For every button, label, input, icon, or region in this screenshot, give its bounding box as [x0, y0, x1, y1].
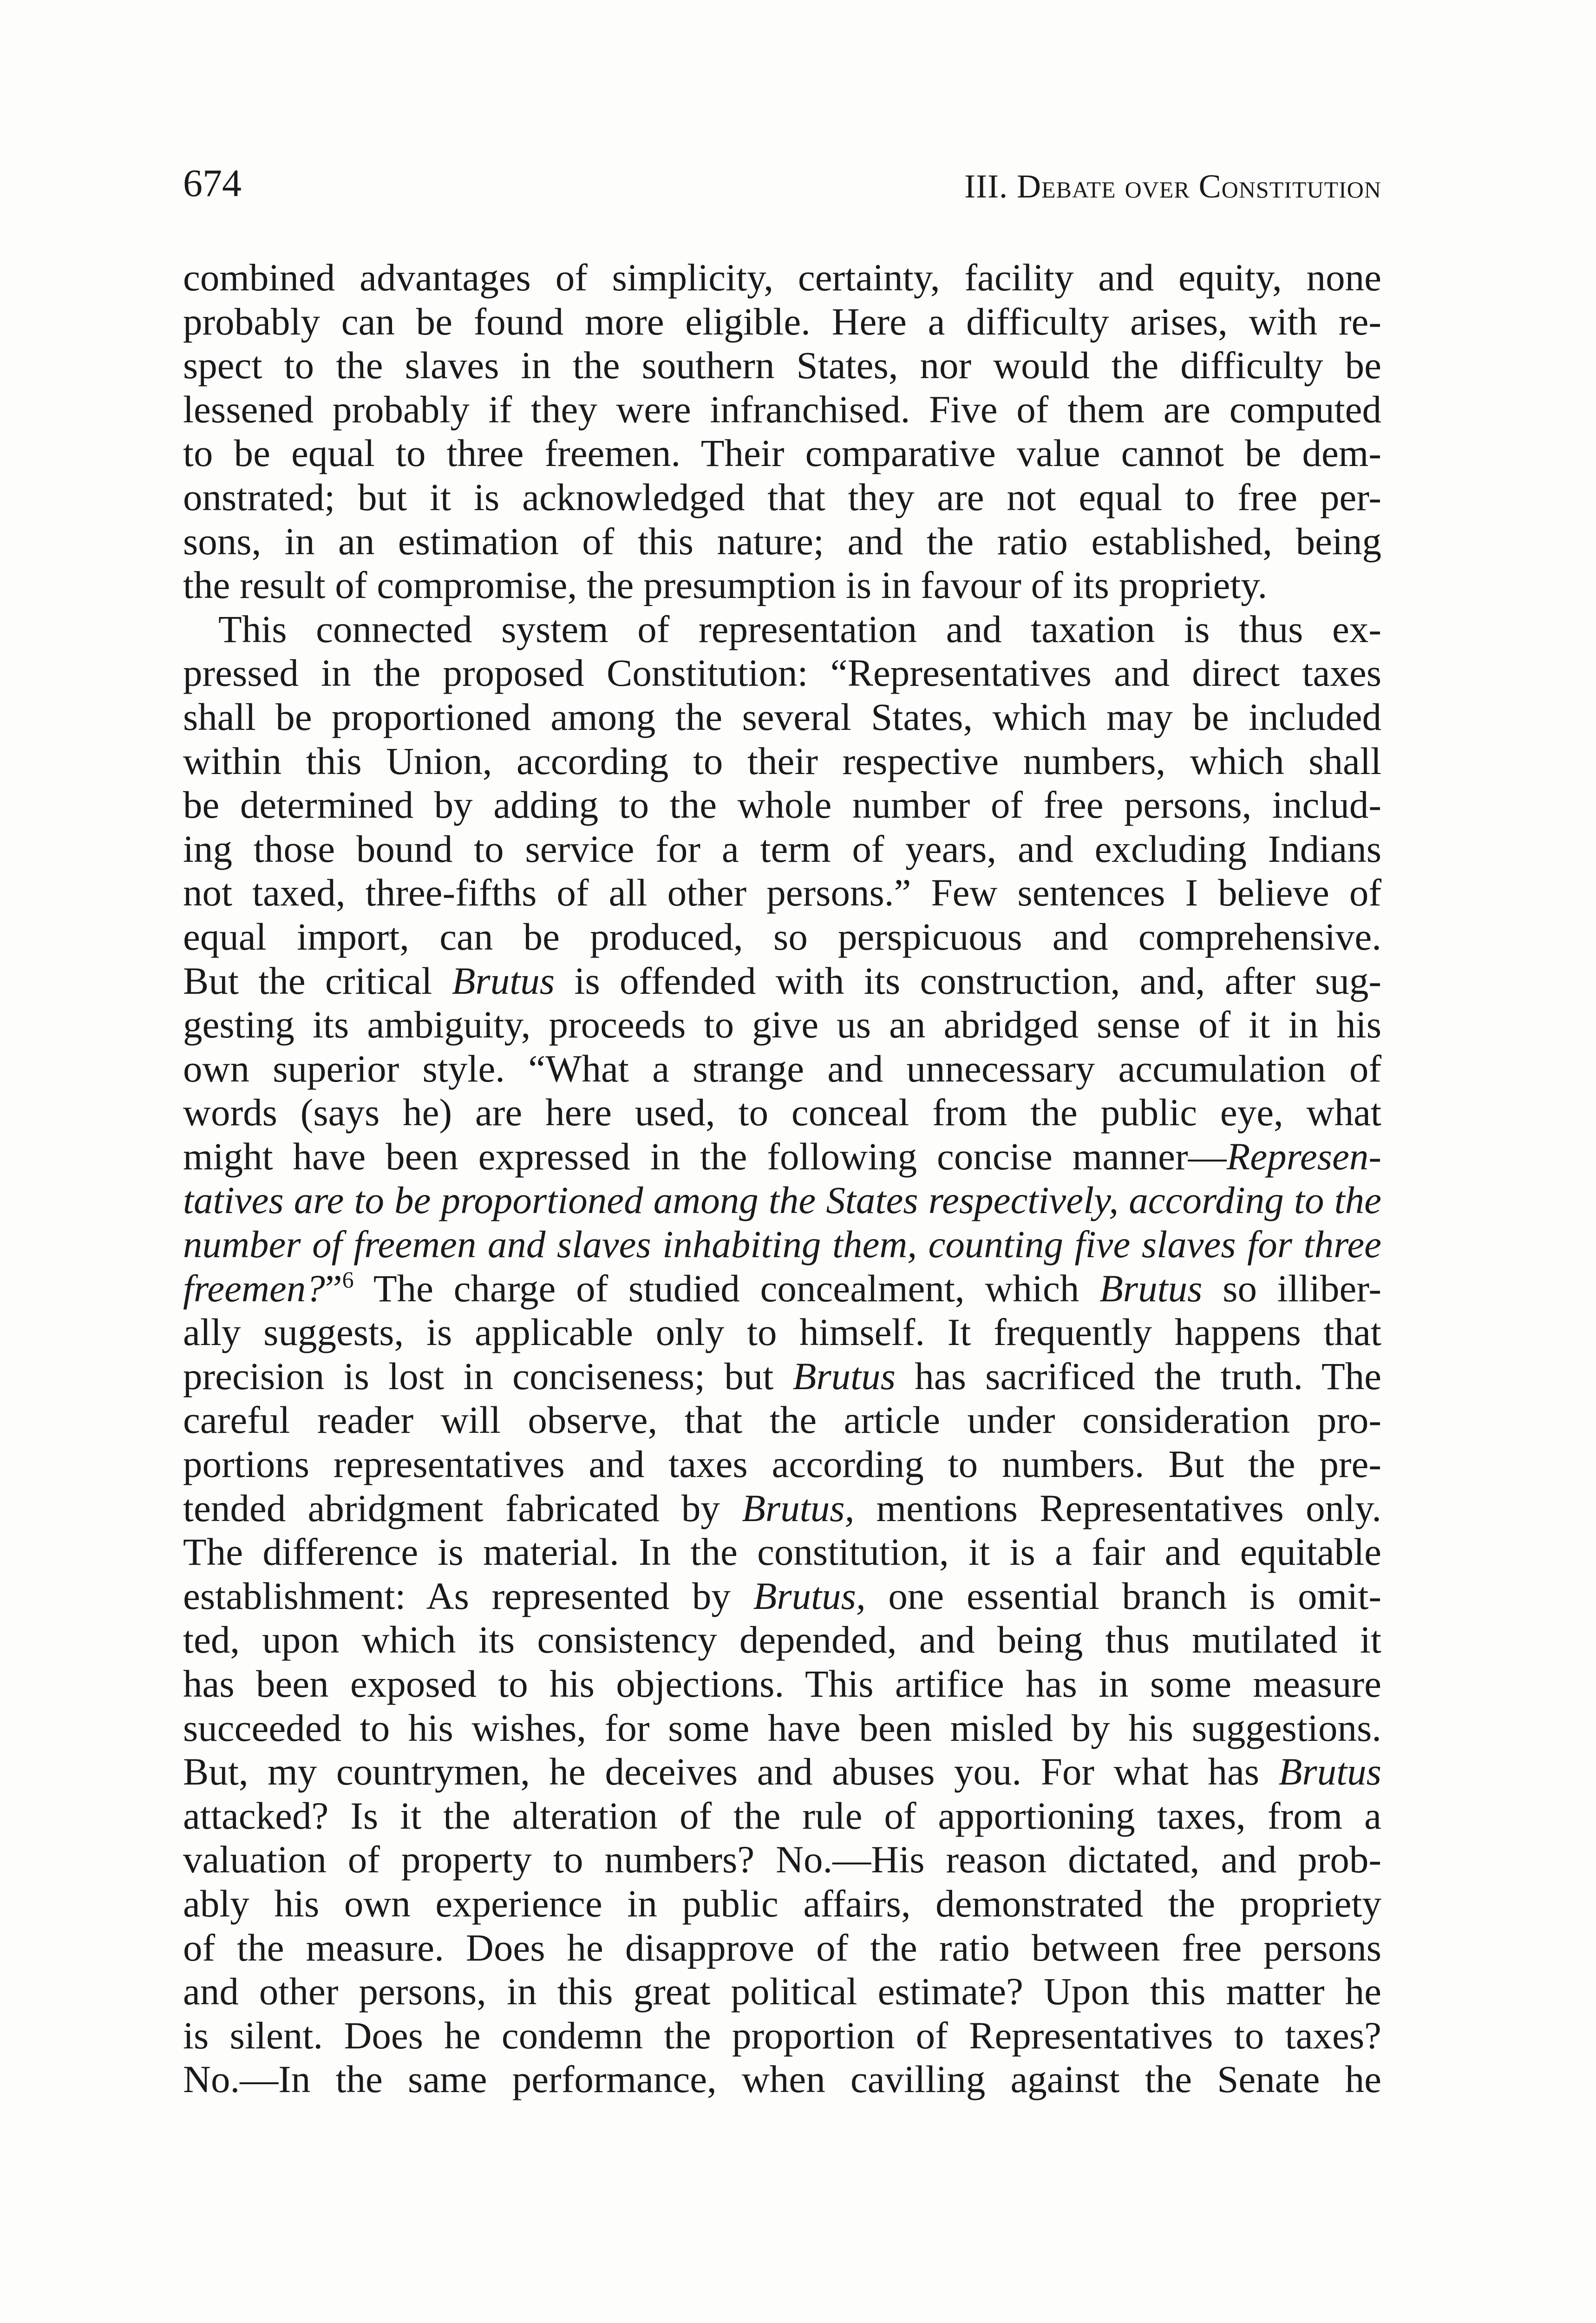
text-line: [183, 1574, 1381, 1618]
text-line: own superior style. “What a strange and unnecessary accumulation of: [183, 1047, 1381, 1090]
text-span: Brutus: [1099, 1266, 1203, 1310]
text-line: [183, 1266, 1381, 1311]
text-line: portions representatives and taxes according to numbers. But the pre-: [183, 1443, 1381, 1486]
text-span: one essential branch is omit-: [865, 1574, 1381, 1617]
running-title: III. Debate over Constitution: [964, 168, 1381, 205]
text-line: attacked? Is it the alteration of the rule of apportioning taxes, from a: [183, 1794, 1381, 1837]
text-line: is silent. Does he condemn the proportion of Representatives to taxes?: [183, 2014, 1381, 2057]
text-line: careful reader will observe, that the article under consideration pro-: [183, 1398, 1381, 1442]
text-line: [183, 1750, 1381, 1794]
text-span: tended abridgment fabricated by: [183, 1486, 742, 1529]
text-line: within this Union, according to their respective numbers, which shall: [183, 739, 1381, 782]
text-line: ably his own experience in public affairs, demonstrated the propriety: [183, 1882, 1381, 1925]
text-span: precision is lost in conciseness; but: [183, 1354, 793, 1398]
text-line: This connected system of representation and taxation is thus ex-: [218, 607, 1381, 650]
text-span: But the critical: [183, 959, 452, 1002]
text-line: be determined by adding to the whole number of free persons, includ-: [183, 783, 1381, 827]
text-line: not taxed, three-fifths of all other persons.” Few sentences I believe of: [183, 871, 1381, 914]
text-span: freemen?: [183, 1266, 325, 1310]
text-span: Represen-: [1226, 1135, 1381, 1178]
text-span: so illiber-: [1202, 1266, 1381, 1310]
text-line: and other persons, in this great political estimate? Upon this matter he: [183, 1970, 1381, 2013]
text-line: [183, 1486, 1381, 1530]
text-line: spect to the slaves in the southern States, nor would the difficulty be: [183, 344, 1381, 387]
text-line: lessened probably if they were infranchised. Five of them are computed: [183, 387, 1381, 431]
text-line: has been exposed to his objections. This artifice has in some measure: [183, 1662, 1381, 1705]
text-line: probably can be found more eligible. Here a difficulty arises, with re-: [183, 300, 1381, 343]
text-line: valuation of property to numbers? No.—His reason dictated, and prob-: [183, 1838, 1381, 1881]
text-line: sons, in an estimation of this nature; and the ratio established, being: [183, 519, 1381, 563]
footnote-ref: 6: [342, 1266, 354, 1293]
text-span: Brutus: [451, 959, 555, 1002]
text-line: to be equal to three freemen. Their comparative value cannot be dem-: [183, 432, 1381, 475]
text-line: The difference is material. In the constitution, it is a fair and equitable: [183, 1530, 1381, 1574]
text-line: gesting its ambiguity, proceeds to give us an abridged sense of it in his: [183, 1003, 1381, 1046]
text-line: No.—In the same performance, when cavilling against the Senate he: [183, 2058, 1381, 2101]
text-span: tatives are to be proportioned among the States respectively, according to the: [183, 1179, 1381, 1222]
text-line: [183, 1222, 1381, 1266]
text-line: ted, upon which its consistency depended, and being thus mutilated it: [183, 1618, 1381, 1661]
text-line: ally suggests, is applicable only to himself. It frequently happens that: [183, 1311, 1381, 1354]
text-line: [183, 1135, 1381, 1179]
text-line: ing those bound to service for a term of years, and excluding Indians: [183, 827, 1381, 870]
text-span: Brutus: [1278, 1750, 1381, 1793]
page-number: 674: [183, 162, 242, 205]
text-line: shall be proportioned among the several States, which may be included: [183, 695, 1381, 738]
text-line: combined advantages of simplicity, certainty, facility and equity, none: [183, 256, 1381, 299]
text-line: words (says he) are here used, to conceal from the public eye, what: [183, 1091, 1381, 1134]
text-line: [183, 959, 1381, 1003]
text-line: pressed in the proposed Constitution: “Representatives and direct taxes: [183, 651, 1381, 695]
text-span: The charge of studied concealment, which: [353, 1266, 1100, 1310]
text-span: mentions Representatives only.: [854, 1486, 1381, 1529]
text-line: onstrated; but it is acknowledged that they are not equal to free per-: [183, 475, 1381, 518]
text-line: of the measure. Does he disapprove of the ratio between free persons: [183, 1926, 1381, 1969]
text-line: succeeded to his wishes, for some have been misled by his suggestions.: [183, 1706, 1381, 1749]
text-line: equal import, can be produced, so perspicuous and comprehensive.: [183, 915, 1381, 958]
text-span: Brutus,: [753, 1574, 866, 1617]
running-head: [183, 160, 1381, 211]
text-span: Brutus,: [742, 1486, 855, 1529]
text-span: But, my countrymen, he deceives and abuses you. For what has: [183, 1750, 1279, 1793]
text-span: is offended with its construction, and, after sug-: [555, 959, 1381, 1002]
text-span: number of freemen and slaves inhabiting them, counting five slaves for three: [183, 1223, 1381, 1266]
text-line: [183, 1354, 1381, 1398]
text-line: the result of compromise, the presumption is in favour of its propriety.: [183, 564, 1268, 607]
text-span: ”: [325, 1266, 342, 1310]
text-line: [183, 1178, 1381, 1222]
text-span: might have been expressed in the following concise manner—: [183, 1135, 1227, 1178]
text-span: Brutus: [792, 1354, 896, 1398]
body-text: [183, 256, 1381, 2101]
text-span: has sacrificed the truth. The: [896, 1354, 1381, 1398]
text-span: establishment: As represented by: [183, 1574, 753, 1617]
